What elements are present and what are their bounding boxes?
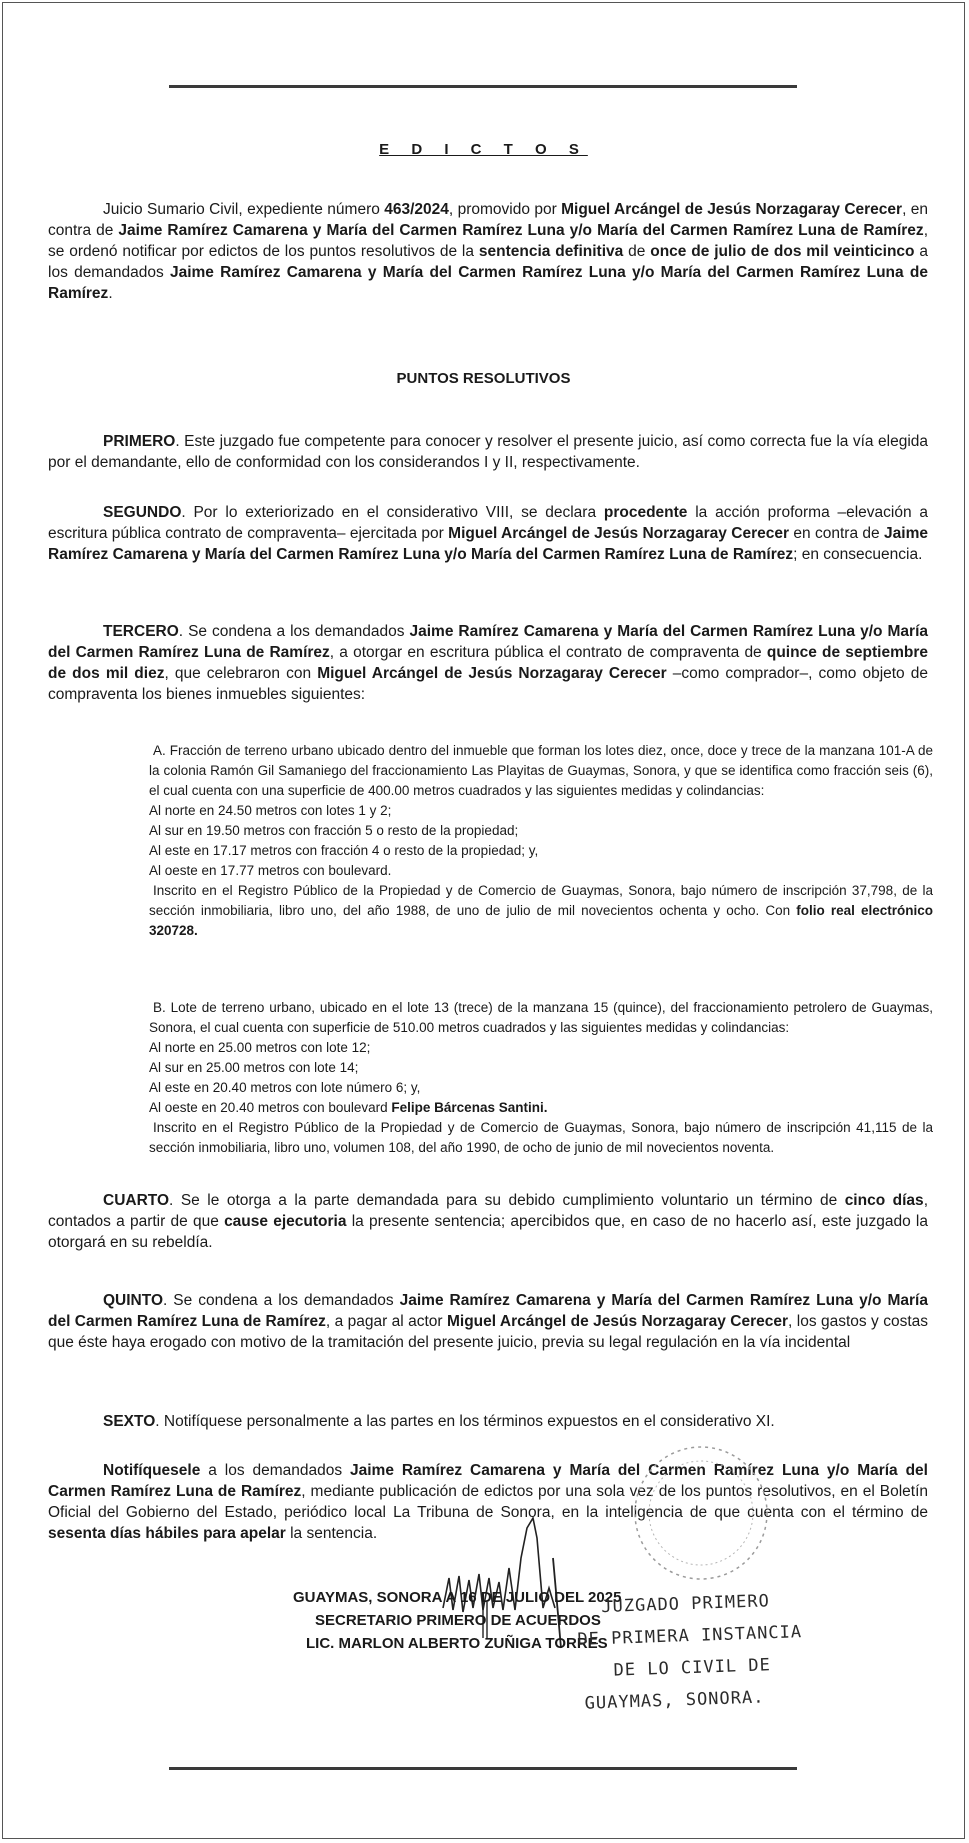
defendants-names: Jaime Ramírez Camarena y María del Carmen Ramírez Luna y/o María del Carmen Ramírez Luna de Ramírez [48, 1292, 928, 1330]
inmueble-b [149, 998, 933, 1158]
procedente-label: procedente [603, 504, 688, 521]
defendants-names: Jaime Ramírez Camarena y María del Carmen Ramírez Luna y/o María del Carmen Ramírez Luna de Ramírez [48, 264, 928, 302]
quinto-text: . Se condena a los demandados [163, 1292, 400, 1309]
court-seal-icon [601, 1433, 801, 1583]
segundo-text: la acción proforma –elevación a escritura pública contrato de compraventa– ejercitada por [48, 504, 928, 542]
expediente-number: 463/2024 [384, 201, 449, 218]
actor-name: Miguel Arcángel de Jesús Norzagaray Cerecer [446, 1313, 789, 1330]
sexto-text: . Notifíquese personalmente a las partes en los términos expuestos en el considerativo XI. [155, 1413, 775, 1430]
cuarto-label: CUARTO [103, 1192, 170, 1209]
oeste-text: Al oeste en 20.40 metros con boulevard [149, 1100, 392, 1115]
actor-name: Miguel Arcángel de Jesús Norzagaray Cerecer [317, 665, 667, 682]
segundo-label: SEGUNDO [103, 504, 182, 521]
stamp-line-3: DE LO CIVIL DE [613, 1655, 772, 1681]
inmueble-a-sur: Al sur en 19.50 metros con fracción 5 o resto de la propiedad; [149, 823, 519, 838]
inmueble-b-oeste [149, 1098, 933, 1118]
notifiquesele-label: Notifíquesele [103, 1462, 201, 1479]
inmueble-b-description: B. Lote de terreno urbano, ubicado en el lote 13 (trece) de la manzana 15 (quince), del fraccionamiento petrolero de Guaymas, Sonora, el cual cuenta con superficie de 510.00 metros cuadrados y las siguientes medidas y colindancias: [149, 1000, 933, 1035]
inmueble-b-norte: Al norte en 25.00 metros con lote 12; [149, 1040, 371, 1055]
ejecutoria-label: cause ejecutoria [224, 1213, 347, 1230]
quinto-text: , a pagar al actor [325, 1313, 447, 1330]
tercero-label: TERCERO [103, 623, 179, 640]
tercero-paragraph [48, 621, 928, 705]
intro-paragraph [48, 199, 928, 304]
intro-text: Juicio Sumario Civil, expediente número [103, 201, 385, 218]
boulevard-name: Felipe Bárcenas Santini. [391, 1100, 548, 1115]
defendants-names: Jaime Ramírez Camarena y María del Carmen Ramírez Luna y/o María del Carmen Ramírez Luna de Ramírez [48, 1462, 928, 1500]
court-stamp [576, 1584, 805, 1720]
tercero-text: . Se condena a los demandados [178, 623, 410, 640]
sexto-paragraph [48, 1411, 928, 1432]
segundo-text: en contra de [789, 525, 885, 542]
primero-paragraph [48, 431, 928, 473]
quinto-text: , los gastos y costas que éste haya erogado con motivo de la tramitación del presente juicio, previa su legal regulación en la vía incidental [48, 1313, 928, 1351]
tercero-text: , a otorgar en escritura pública el contrato de compraventa de [329, 644, 767, 661]
folio-real: folio real electrónico 320728. [149, 903, 933, 938]
cuarto-text: . Se le otorga a la parte demandada para su debido cumplimiento voluntario un término de [169, 1192, 845, 1209]
cuarto-text: , contados a partir de que [48, 1192, 928, 1230]
plazo-label: cinco días [844, 1192, 924, 1209]
segundo-paragraph [48, 502, 928, 565]
inmueble-a-oeste: Al oeste en 17.77 metros con boulevard. [149, 863, 392, 878]
stamp-line-4: GUAYMAS, SONORA. [584, 1687, 765, 1714]
defendants-names: Jaime Ramírez Camarena y María del Carmen Ramírez Luna y/o María del Carmen Ramírez Luna de Ramírez [48, 525, 928, 563]
segundo-text: ; en consecuencia. [793, 546, 923, 563]
inmueble-b-registro: Inscrito en el Registro Público de la Propiedad y de Comercio de Guaymas, Sonora, bajo número de inscripción 41,115 de la sección inmobiliaria, libro uno, volumen 108, del año 1990, de ocho de junio de mil novecientos noventa. [149, 1120, 933, 1155]
apelacion-term: sesenta días hábiles para apelar [48, 1525, 286, 1542]
tercero-text: –como comprador–, como objeto de compraventa los bienes inmuebles siguientes: [48, 665, 929, 703]
contract-date: quince de septiembre de dos mil diez [48, 644, 928, 682]
firma-lugar-fecha: GUAYMAS, SONORA A 16 DE JULIO DEL 2025 [293, 1589, 622, 1606]
intro-text: , en contra de [48, 201, 929, 239]
quinto-paragraph [48, 1290, 928, 1353]
quinto-label: QUINTO [103, 1292, 163, 1309]
firma-cargo: SECRETARIO PRIMERO DE ACUERDOS [315, 1612, 601, 1629]
defendants-names: Jaime Ramírez Camarena y María del Carmen Ramírez Luna y/o María del Carmen Ramírez Luna de Ramírez [48, 623, 928, 661]
stamp-line-1: JUZGADO PRIMERO [601, 1591, 771, 1618]
sentencia-label: sentencia definitiva [478, 243, 624, 260]
registro-text: Inscrito en el Registro Público de la Propiedad y de Comercio de Guaymas, Sonora, bajo número de inscripción 37,798, de la sección inmobiliaria, libro uno, del año 1988, de uno de julio de mil novecientos ochenta y ocho. Con [149, 883, 933, 918]
inmueble-a-este: Al este en 17.17 metros con fracción 4 o resto de la propiedad; y, [149, 843, 539, 858]
firma-nombre: LIC. MARLON ALBERTO ZUÑIGA TORRES [306, 1635, 608, 1652]
notificacion-text: la sentencia. [285, 1525, 378, 1542]
actor-name: Miguel Arcángel de Jesús Norzagaray Cerecer [561, 201, 903, 218]
stamp-line-2: DE PRIMERA INSTANCIA [577, 1622, 803, 1650]
document-page [2, 2, 965, 1839]
sexto-label: SEXTO [103, 1413, 156, 1430]
intro-text: . [108, 285, 113, 302]
inmueble-a-registro [149, 881, 933, 941]
top-rule [169, 85, 797, 88]
inmueble-b-sur: Al sur en 25.00 metros con lote 14; [149, 1060, 359, 1075]
notificacion-text: , mediante publicación de edictos por una sola vez de los puntos resolutivos, en el Boletín Oficial del Gobierno del Estado, periódico local La Tribuna de Sonora, en la inteligencia de que cuenta con el término de [48, 1483, 928, 1521]
cuarto-paragraph [48, 1190, 928, 1253]
sentencia-date: once de julio de dos mil veinticinco [650, 243, 915, 260]
actor-name: Miguel Arcángel de Jesús Norzagaray Cerecer [448, 525, 790, 542]
primero-label: PRIMERO [103, 433, 176, 450]
bottom-rule [169, 1767, 797, 1770]
defendants-names: Jaime Ramírez Camarena y María del Carmen Ramírez Luna y/o María del Carmen Ramírez Luna de Ramírez [118, 222, 924, 239]
tercero-text: , que celebraron con [164, 665, 318, 682]
puntos-resolutivos-heading: PUNTOS RESOLUTIVOS [396, 370, 571, 387]
notificacion-text: a los demandados [200, 1462, 350, 1479]
inmueble-a-description: A. Fracción de terreno urbano ubicado dentro del inmueble que forman los lotes diez, once, doce y trece de la manzana 101-A de la colonia Ramón Gil Samaniego del fraccionamiento Las Playitas de Guaymas, Sonora, y que se identifica como fracción seis (6), el cual cuenta con una superficie de 400.00 metros cuadrados y las siguientes medidas y colindancias: [149, 743, 933, 798]
primero-text: . Este juzgado fue competente para conocer y resolver el presente juicio, así como correcta fue la vía elegida por el demandante, ello de conformidad con los considerandos I y II, respectivamente. [48, 433, 928, 471]
intro-text: de [623, 243, 651, 260]
cuarto-text: la presente sentencia; apercibidos que, en caso de no hacerlo así, este juzgado la otorgará en su rebeldía. [48, 1213, 928, 1251]
inmueble-a-norte: Al norte en 24.50 metros con lotes 1 y 2; [149, 803, 392, 818]
segundo-text: . Por lo exteriorizado en el considerativo VIII, se declara [181, 504, 604, 521]
intro-text: , promovido por [448, 201, 562, 218]
inmueble-b-este: Al este en 20.40 metros con lote número 6; y, [149, 1080, 421, 1095]
intro-text: a los demandados [48, 243, 928, 281]
document-title: E D I C T O S [379, 141, 588, 158]
intro-text: , se ordenó notificar por edictos de los puntos resolutivos de la [48, 222, 928, 260]
inmueble-a [149, 741, 933, 941]
